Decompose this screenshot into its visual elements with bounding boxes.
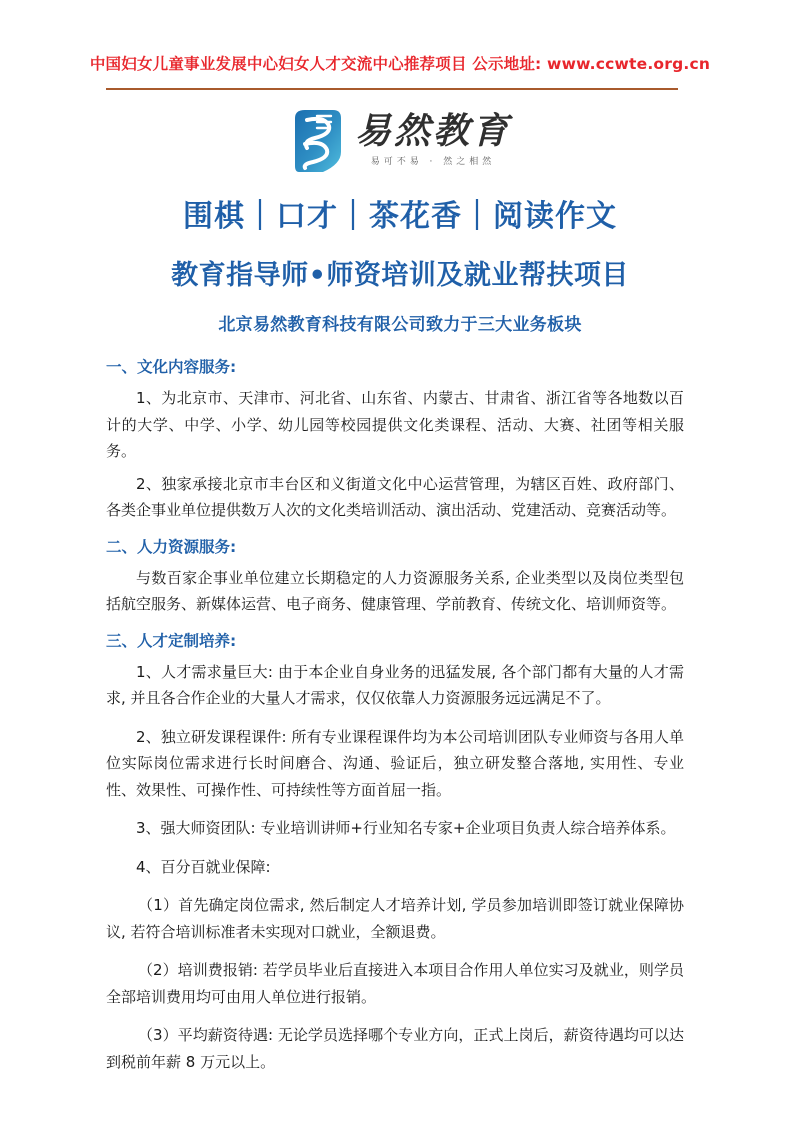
paragraph: 3、强大师资团队: 专业培训讲师+行业知名专家+企业项目负责人综合培养体系。 [136,819,676,837]
yiran-swirl-logo-icon [289,108,345,176]
paragraph: 2、独立研发课程课件: 所有专业课程课件均为本公司培训团队专业师资与各用人单位实际岗位需求进行长时间磨合、沟通、验证后，独立研发整合落地, 实用性、专业性、效果性、可操作性、可持续性等方面首屈一指。 [106,727,684,799]
paragraph: 1、人才需求量巨大: 由于本企业自身业务的迅猛发展, 各个部门都有大量的人才需求, 并且各合作企业的大量人才需求，仅仅依靠人力资源服务远远满足不了。 [106,662,684,707]
document-body [106,356,684,1081]
paragraph: 2、独家承接北京市丰台区和义街道文化中心运营管理，为辖区百姓、政府部门、各类企事业单位提供数万人次的文化类培训活动、演出活动、党建活动、竞赛活动等。 [106,474,684,519]
page-title: 教育指导师•师资培训及就业帮扶项目 [171,260,629,291]
logo-tagline: 易可不易 · 然之相然 [370,157,496,167]
program-subjects-title: 围棋｜口才｜茶花香｜阅读作文 [183,199,617,234]
company-logo [0,108,800,176]
recommendation-notice-text: 中国妇女儿童事业发展中心妇女人才交流中心推荐项目 公示地址: www.ccwte.org.cn [89,55,711,73]
paragraph: （1）首先确定岗位需求, 然后制定人才培养计划, 学员参加培训即签订就业保障协议, 若符合培训标准者未实现对口就业，全额退费。 [106,896,684,941]
section-heading-talent-training: 三、人才定制培养: [106,631,237,650]
paragraph: （2）培训费报销: 若学员毕业后直接进入本项目合作用人单位实习及就业，则学员全部培训费用均可由用人单位进行报销。 [106,961,684,1006]
paragraph: 与数百家企事业单位建立长期稳定的人力资源服务关系, 企业类型以及岗位类型包括航空服务、新媒体运营、电子商务、健康管理、学前教育、传统文化、培训师资等。 [106,568,684,613]
paragraph: 4、百分百就业保障: [136,857,271,876]
company-statement-subtitle: 北京易然教育科技有限公司致力于三大业务板块 [218,315,582,335]
logo-company-name: 易然教育 [354,110,511,152]
section-heading-cultural-content: 一、文化内容服务: [106,358,237,376]
logo-wordmark [355,108,511,167]
paragraph: 1、为北京市、天津市、河北省、山东省、内蒙古、甘肃省、浙江省等各地数以百计的大学、中学、小学、幼儿园等校园提供文化类课程、活动、大赛、社团等相关服务。 [106,389,684,460]
paragraph: （3）平均薪资待遇: 无论学员选择哪个专业方向，正式上岗后，薪资待遇均可以达到税前年薪 8 万元以上。 [106,1026,684,1071]
header-banner [0,52,800,74]
header-divider-rule [106,88,678,90]
section-heading-human-resources: 二、人力资源服务: [106,537,237,556]
